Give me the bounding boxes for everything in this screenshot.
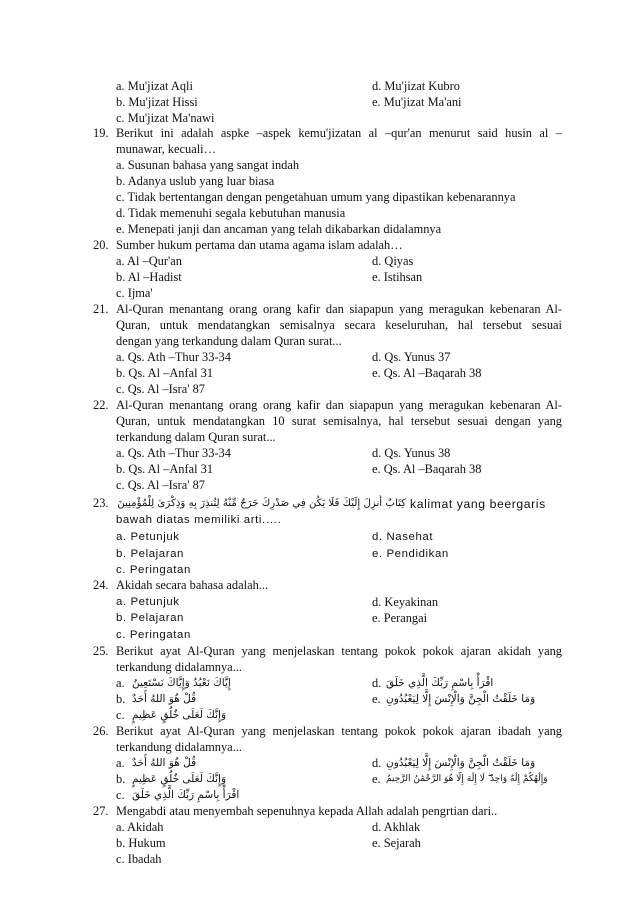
q25-text-line2: terkandung didalamnya... <box>116 660 242 674</box>
q23-arabic-verse: كِتَابٌ أُنزِلَ إِلَيْكَ فَلَا يَكُن فِي صَدْرِكَ حَرَجٌ مِّنْهُ لِتُنذِرَ بِهِ وَذِكْرَىٰ لِلْمُؤْمِنِينَ <box>117 498 406 509</box>
q27-option-d: d. Akhlak <box>372 820 421 834</box>
q26-text-line1: Berikut ayat Al-Quran yang menjelaskan tentang pokok pokok ajaran ibadah yang <box>116 724 562 738</box>
q19-option-d: d. Tidak memenuhi segala kebutuhan manusia <box>116 206 346 220</box>
q23-option-e: e. Pendidikan <box>372 548 449 560</box>
q22-option-b: b. Qs. Al –Anfal 31 <box>116 462 214 476</box>
q24-option-d: d. Keyakinan <box>372 595 439 609</box>
q20-option-b: b. Al –Hadist <box>116 270 182 284</box>
q20-option-a: a. Al –Qur'an <box>116 254 182 268</box>
q27-number: 27. <box>93 804 109 818</box>
q25-option-c-label: c. <box>116 708 125 722</box>
q18-option-c: c. Mu'jizat Ma'nawi <box>116 111 215 125</box>
q27-option-e: e. Sejarah <box>372 836 421 850</box>
q26-option-b-label: b. <box>116 772 126 786</box>
q22-text-line2: Quran, untuk mendatangkan 10 surat semisalnya, hal tersebut sesuai dengan yang <box>116 414 562 428</box>
q22-number: 22. <box>93 398 109 412</box>
q21-text-line2: Quran, untuk mendatangkan semisalnya secara keseluruhan, hal tersebut sesuai <box>116 318 562 332</box>
q23-option-d: d. Nasehat <box>372 531 434 543</box>
q26-option-c-label: c. <box>116 788 125 802</box>
q18-option-d: d. Mu'jizat Kubro <box>372 79 460 93</box>
q27-text: Mengabdi atau menyembah sepenuhnya kepada Allah adalah pengrtian dari.. <box>116 804 498 818</box>
q19-text-line2: munawar, kecuali… <box>116 142 216 156</box>
q25-option-a-arabic: إِيَّاكَ نَعْبُدُ وَإِيَّاكَ نَسْتَعِينُ <box>132 677 231 689</box>
q24-option-c: c. Peringatan <box>116 629 191 641</box>
q24-option-a: a. Petunjuk <box>116 596 180 608</box>
q19-option-c: c. Tidak bertentangan dengan pengetahuan umum yang dipastikan kebenarannya <box>116 190 516 204</box>
q23-option-a: a. Petunjuk <box>116 531 180 543</box>
q26-option-d-arabic: وَمَا خَلَقْتُ الْجِنَّ وَالْإِنْسَ إِلَّا لِيَعْبُدُونِ <box>386 757 536 769</box>
q27-option-a: a. Akidah <box>116 820 164 834</box>
q26-option-a-label: a. <box>116 756 125 770</box>
q24-option-b: b. Pelajaran <box>116 612 184 624</box>
q26-option-c-arabic: اقْرَأْ بِاسْمِ رَبِّكَ الَّذِي خَلَقَ <box>132 789 240 801</box>
q24-option-e: e. Perangai <box>372 611 428 625</box>
q25-option-b-label: b. <box>116 692 126 706</box>
q23-option-b: b. Pelajaran <box>116 548 184 560</box>
q21-option-e: e. Qs. Al –Baqarah 38 <box>372 366 482 380</box>
q21-option-d: d. Qs. Yunus 37 <box>372 350 451 364</box>
q19-option-a: a. Susunan bahasa yang sangat indah <box>116 158 300 172</box>
q20-text: Sumber hukum pertama dan utama agama islam adalah… <box>116 238 403 252</box>
q23-number: 23. <box>93 496 109 510</box>
q24-text: Akidah secara bahasa adalah... <box>116 578 269 592</box>
q22-text-line3: terkandung dalam Quran surat... <box>116 430 276 444</box>
q25-option-b-arabic: قُلْ هُوَ اللهُ أَحَدٌ <box>132 693 197 705</box>
q19-option-b: b. Adanya uslub yang luar biasa <box>116 174 275 188</box>
q23-text-line2: bawah diatas memiliki arti.…. <box>116 514 282 526</box>
q20-option-e: e. Istihsan <box>372 270 423 284</box>
q26-option-d-label: d. <box>372 756 382 770</box>
q19-option-e: e. Menepati janji dan ancaman yang telah dikabarkan didalamnya <box>116 222 442 236</box>
q26-option-a-arabic: قُلْ هُوَ اللهُ أَحَدٌ <box>132 757 197 769</box>
q23-option-c: c. Peringatan <box>116 564 191 576</box>
q22-option-a: a. Qs. Ath –Thur 33-34 <box>116 446 231 460</box>
q22-option-d: d. Qs. Yunus 38 <box>372 446 451 460</box>
q19-number: 19. <box>93 126 109 140</box>
q26-option-e-arabic: وَإِلَٰهُكُمْ إِلَٰهٌ وَاحِدٌ ۖ لَا إِلَٰهَ إِلَّا هُوَ الرَّحْمَٰنُ الرَّحِيمُ <box>386 774 548 784</box>
q24-number: 24. <box>93 578 109 592</box>
q18-option-b: b. Mu'jizat Hissi <box>116 95 198 109</box>
q21-option-c: c. Qs. Al –Isra' 87 <box>116 382 205 396</box>
q18-option-a: a. Mu'jizat Aqli <box>116 79 193 93</box>
q22-option-c: c. Qs. Al –Isra' 87 <box>116 478 205 492</box>
q25-option-c-arabic: وَإِنَّكَ لَعَلَى خُلُقٍ عَظِيمٍ <box>132 709 227 721</box>
q23-text-tail: kalimat yang beergaris <box>410 497 546 511</box>
q21-text-line1: Al-Quran menantang orang orang kafir dan siapapun yang meragukan kebenaran Al- <box>116 302 562 316</box>
q20-number: 20. <box>93 238 109 252</box>
q25-option-e-arabic: وَمَا خَلَقْتُ الْجِنَّ وَالْإِنْسَ إِلَّا لِيَعْبُدُونِ <box>386 693 536 705</box>
q21-option-a: a. Qs. Ath –Thur 33-34 <box>116 350 231 364</box>
q19-text-line1: Berikut ini adalah aspke –aspek kemu'jizatan al –qur'an menurut said husin al – <box>116 126 562 140</box>
q21-text-line3: dengan yang terkandung dalam Quran surat... <box>116 334 342 348</box>
q22-text-line1: Al-Quran menantang orang orang kafir dan siapapun yang meragukan kebenaran Al- <box>116 398 562 412</box>
q25-option-d-arabic: اقْرَأْ بِاسْمِ رَبِّكَ الَّذِي خَلَقَ <box>386 677 494 689</box>
q25-option-e-label: e. <box>372 692 381 706</box>
q26-number: 26. <box>93 724 109 738</box>
q27-option-b: b. Hukum <box>116 836 166 850</box>
q21-option-b: b. Qs. Al –Anfal 31 <box>116 366 214 380</box>
q25-number: 25. <box>93 644 109 658</box>
q20-option-c: c. Ijma' <box>116 286 153 300</box>
q18-option-e: e. Mu'jizat Ma'ani <box>372 95 462 109</box>
q25-option-a-label: a. <box>116 676 125 690</box>
q26-option-b-arabic: وَإِنَّكَ لَعَلَى خُلُقٍ عَظِيمٍ <box>132 773 227 785</box>
q25-option-d-label: d. <box>372 676 382 690</box>
q22-option-e: e. Qs. Al –Baqarah 38 <box>372 462 482 476</box>
q26-text-line2: terkandung didalamnya... <box>116 740 242 754</box>
q25-text-line1: Berikut ayat Al-Quran yang menjelaskan tentang pokok pokok ajaran akidah yang <box>116 644 562 658</box>
q21-number: 21. <box>93 302 109 316</box>
q20-option-d: d. Qiyas <box>372 254 414 268</box>
q27-option-c: c. Ibadah <box>116 852 162 866</box>
q26-option-e-label: e. <box>372 772 381 786</box>
